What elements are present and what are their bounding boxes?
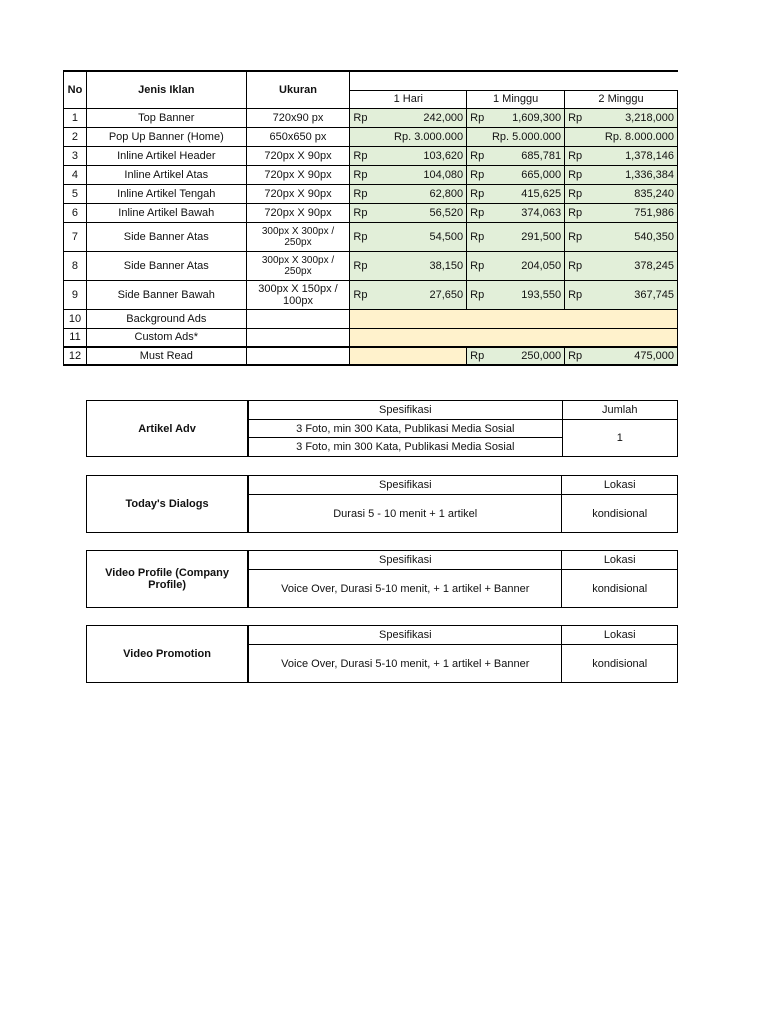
row-type: Side Banner Atas [86,222,246,251]
todays-dialogs-table [86,475,678,533]
empty-price-cell [350,328,678,347]
row-type: Inline Artikel Bawah [86,203,246,222]
price-day: 54,500 [375,222,467,251]
currency-label: Rp [350,108,375,127]
row-no: 11 [64,328,87,347]
table-row [64,309,678,328]
spec-label: Artikel Adv [87,401,249,457]
price-two-weeks: Rp. 8.000.000 [565,127,678,146]
spec-label: Video Profile (Company Profile) [87,551,249,608]
header-day: 1 Hari [350,90,467,108]
row-type: Side Banner Atas [86,251,246,280]
price-week: 415,625 [492,184,565,203]
price-week: 291,500 [492,222,565,251]
price-two-weeks: 3,218,000 [590,108,678,127]
row-size [246,309,350,328]
currency-label: Rp [467,280,492,309]
row-size: 720x90 px [246,108,350,127]
row-no: 7 [64,222,87,251]
header-no: No [64,71,87,108]
row-type: Side Banner Bawah [86,280,246,309]
price-week: 204,050 [492,251,565,280]
row-type: Custom Ads* [86,328,246,347]
spec-location: kondisional [562,495,678,533]
table-row [64,280,678,309]
row-no: 1 [64,108,87,127]
table-row [64,328,678,347]
price-two-weeks: 751,986 [590,203,678,222]
row-type: Must Read [86,347,246,365]
row-no: 2 [64,127,87,146]
price-week: 250,000 [492,347,565,365]
table-row [64,222,678,251]
currency-label: Rp [350,165,375,184]
table-row [64,127,678,146]
price-day: 38,150 [375,251,467,280]
row-size: 720px X 90px [246,203,350,222]
spec-value: Voice Over, Durasi 5-10 menit, + 1 artikel + Banner [248,645,562,683]
header-period-group [350,71,678,90]
currency-label: Rp [467,222,492,251]
currency-label: Rp [565,280,590,309]
artikel-adv-table [86,400,678,457]
spec-label: Video Promotion [87,626,249,683]
price-two-weeks: 378,245 [590,251,678,280]
header-week: 1 Minggu [467,90,565,108]
price-day: 56,520 [375,203,467,222]
spec-header: Spesifikasi [248,401,562,420]
table-row [64,184,678,203]
currency-label: Rp [565,251,590,280]
price-two-weeks: 1,378,146 [590,146,678,165]
spec-header: Lokasi [562,626,678,645]
row-no: 12 [64,347,87,365]
row-type: Background Ads [86,309,246,328]
currency-label: Rp [565,203,590,222]
row-size: 650x650 px [246,127,350,146]
currency-label: Rp [565,165,590,184]
currency-label: Rp [467,251,492,280]
currency-label: Rp [565,222,590,251]
price-two-weeks: 475,000 [590,347,678,365]
currency-label: Rp [467,146,492,165]
price-day: 27,650 [375,280,467,309]
price-two-weeks: 367,745 [590,280,678,309]
row-no: 4 [64,165,87,184]
currency-label: Rp [350,251,375,280]
currency-label: Rp [565,146,590,165]
row-no: 8 [64,251,87,280]
row-size: 300px X 300px / 250px [246,251,350,280]
currency-label: Rp [350,280,375,309]
video-promotion-table [86,625,678,683]
spec-value: Voice Over, Durasi 5-10 menit, + 1 artikel + Banner [248,570,562,608]
price-week: 374,063 [492,203,565,222]
currency-label: Rp [350,146,375,165]
currency-label: Rp [467,203,492,222]
currency-label: Rp [565,184,590,203]
spec-header: Lokasi [562,476,678,495]
spec-header: Spesifikasi [248,626,562,645]
spec-header: Spesifikasi [248,476,562,495]
spec-value: 3 Foto, min 300 Kata, Publikasi Media Sosial [248,420,562,438]
price-week: Rp. 5.000.000 [467,127,565,146]
table-row [64,347,678,365]
price-week: 1,609,300 [492,108,565,127]
row-no: 10 [64,309,87,328]
currency-label: Rp [350,222,375,251]
price-week: 685,781 [492,146,565,165]
currency-label: Rp [350,203,375,222]
video-profile-table [86,550,678,608]
header-size: Ukuran [246,71,350,108]
table-row [64,203,678,222]
currency-label: Rp [467,347,492,365]
row-type: Pop Up Banner (Home) [86,127,246,146]
currency-label: Rp [467,165,492,184]
table-row [64,251,678,280]
row-type: Inline Artikel Atas [86,165,246,184]
currency-label: Rp [467,108,492,127]
header-two-weeks: 2 Minggu [565,90,678,108]
table-row [64,146,678,165]
price-day: Rp. 3.000.000 [350,127,467,146]
price-two-weeks: 540,350 [590,222,678,251]
row-size: 300px X 300px / 250px [246,222,350,251]
currency-label: Rp [565,108,590,127]
row-no: 3 [64,146,87,165]
currency-label: Rp [350,184,375,203]
row-size [246,347,350,365]
table-row [64,165,678,184]
spec-header: Jumlah [562,401,677,420]
row-size: 300px X 150px / 100px [246,280,350,309]
header-type: Jenis Iklan [86,71,246,108]
price-day: 104,080 [375,165,467,184]
currency-label: Rp [467,184,492,203]
spec-location: kondisional [562,645,678,683]
price-week: 665,000 [492,165,565,184]
row-type: Inline Artikel Header [86,146,246,165]
spec-value: Durasi 5 - 10 menit + 1 artikel [248,495,562,533]
row-no: 5 [64,184,87,203]
row-no: 9 [64,280,87,309]
row-size: 720px X 90px [246,165,350,184]
spec-count: 1 [562,420,677,457]
currency-label: Rp [565,347,590,365]
empty-price-cell [350,347,467,365]
price-two-weeks: 1,336,384 [590,165,678,184]
row-size: 720px X 90px [246,184,350,203]
row-size: 720px X 90px [246,146,350,165]
price-two-weeks: 835,240 [590,184,678,203]
price-day: 103,620 [375,146,467,165]
row-size [246,328,350,347]
spec-location: kondisional [562,570,678,608]
empty-price-cell [350,309,678,328]
row-no: 6 [64,203,87,222]
row-type: Inline Artikel Tengah [86,184,246,203]
price-day: 242,000 [375,108,467,127]
spec-header: Spesifikasi [248,551,562,570]
row-type: Top Banner [86,108,246,127]
spec-value: 3 Foto, min 300 Kata, Publikasi Media Sosial [248,438,562,457]
price-day: 62,800 [375,184,467,203]
price-week: 193,550 [492,280,565,309]
spec-label: Today's Dialogs [87,476,249,533]
table-row [64,108,678,127]
spec-header: Lokasi [562,551,678,570]
price-table [63,70,678,366]
